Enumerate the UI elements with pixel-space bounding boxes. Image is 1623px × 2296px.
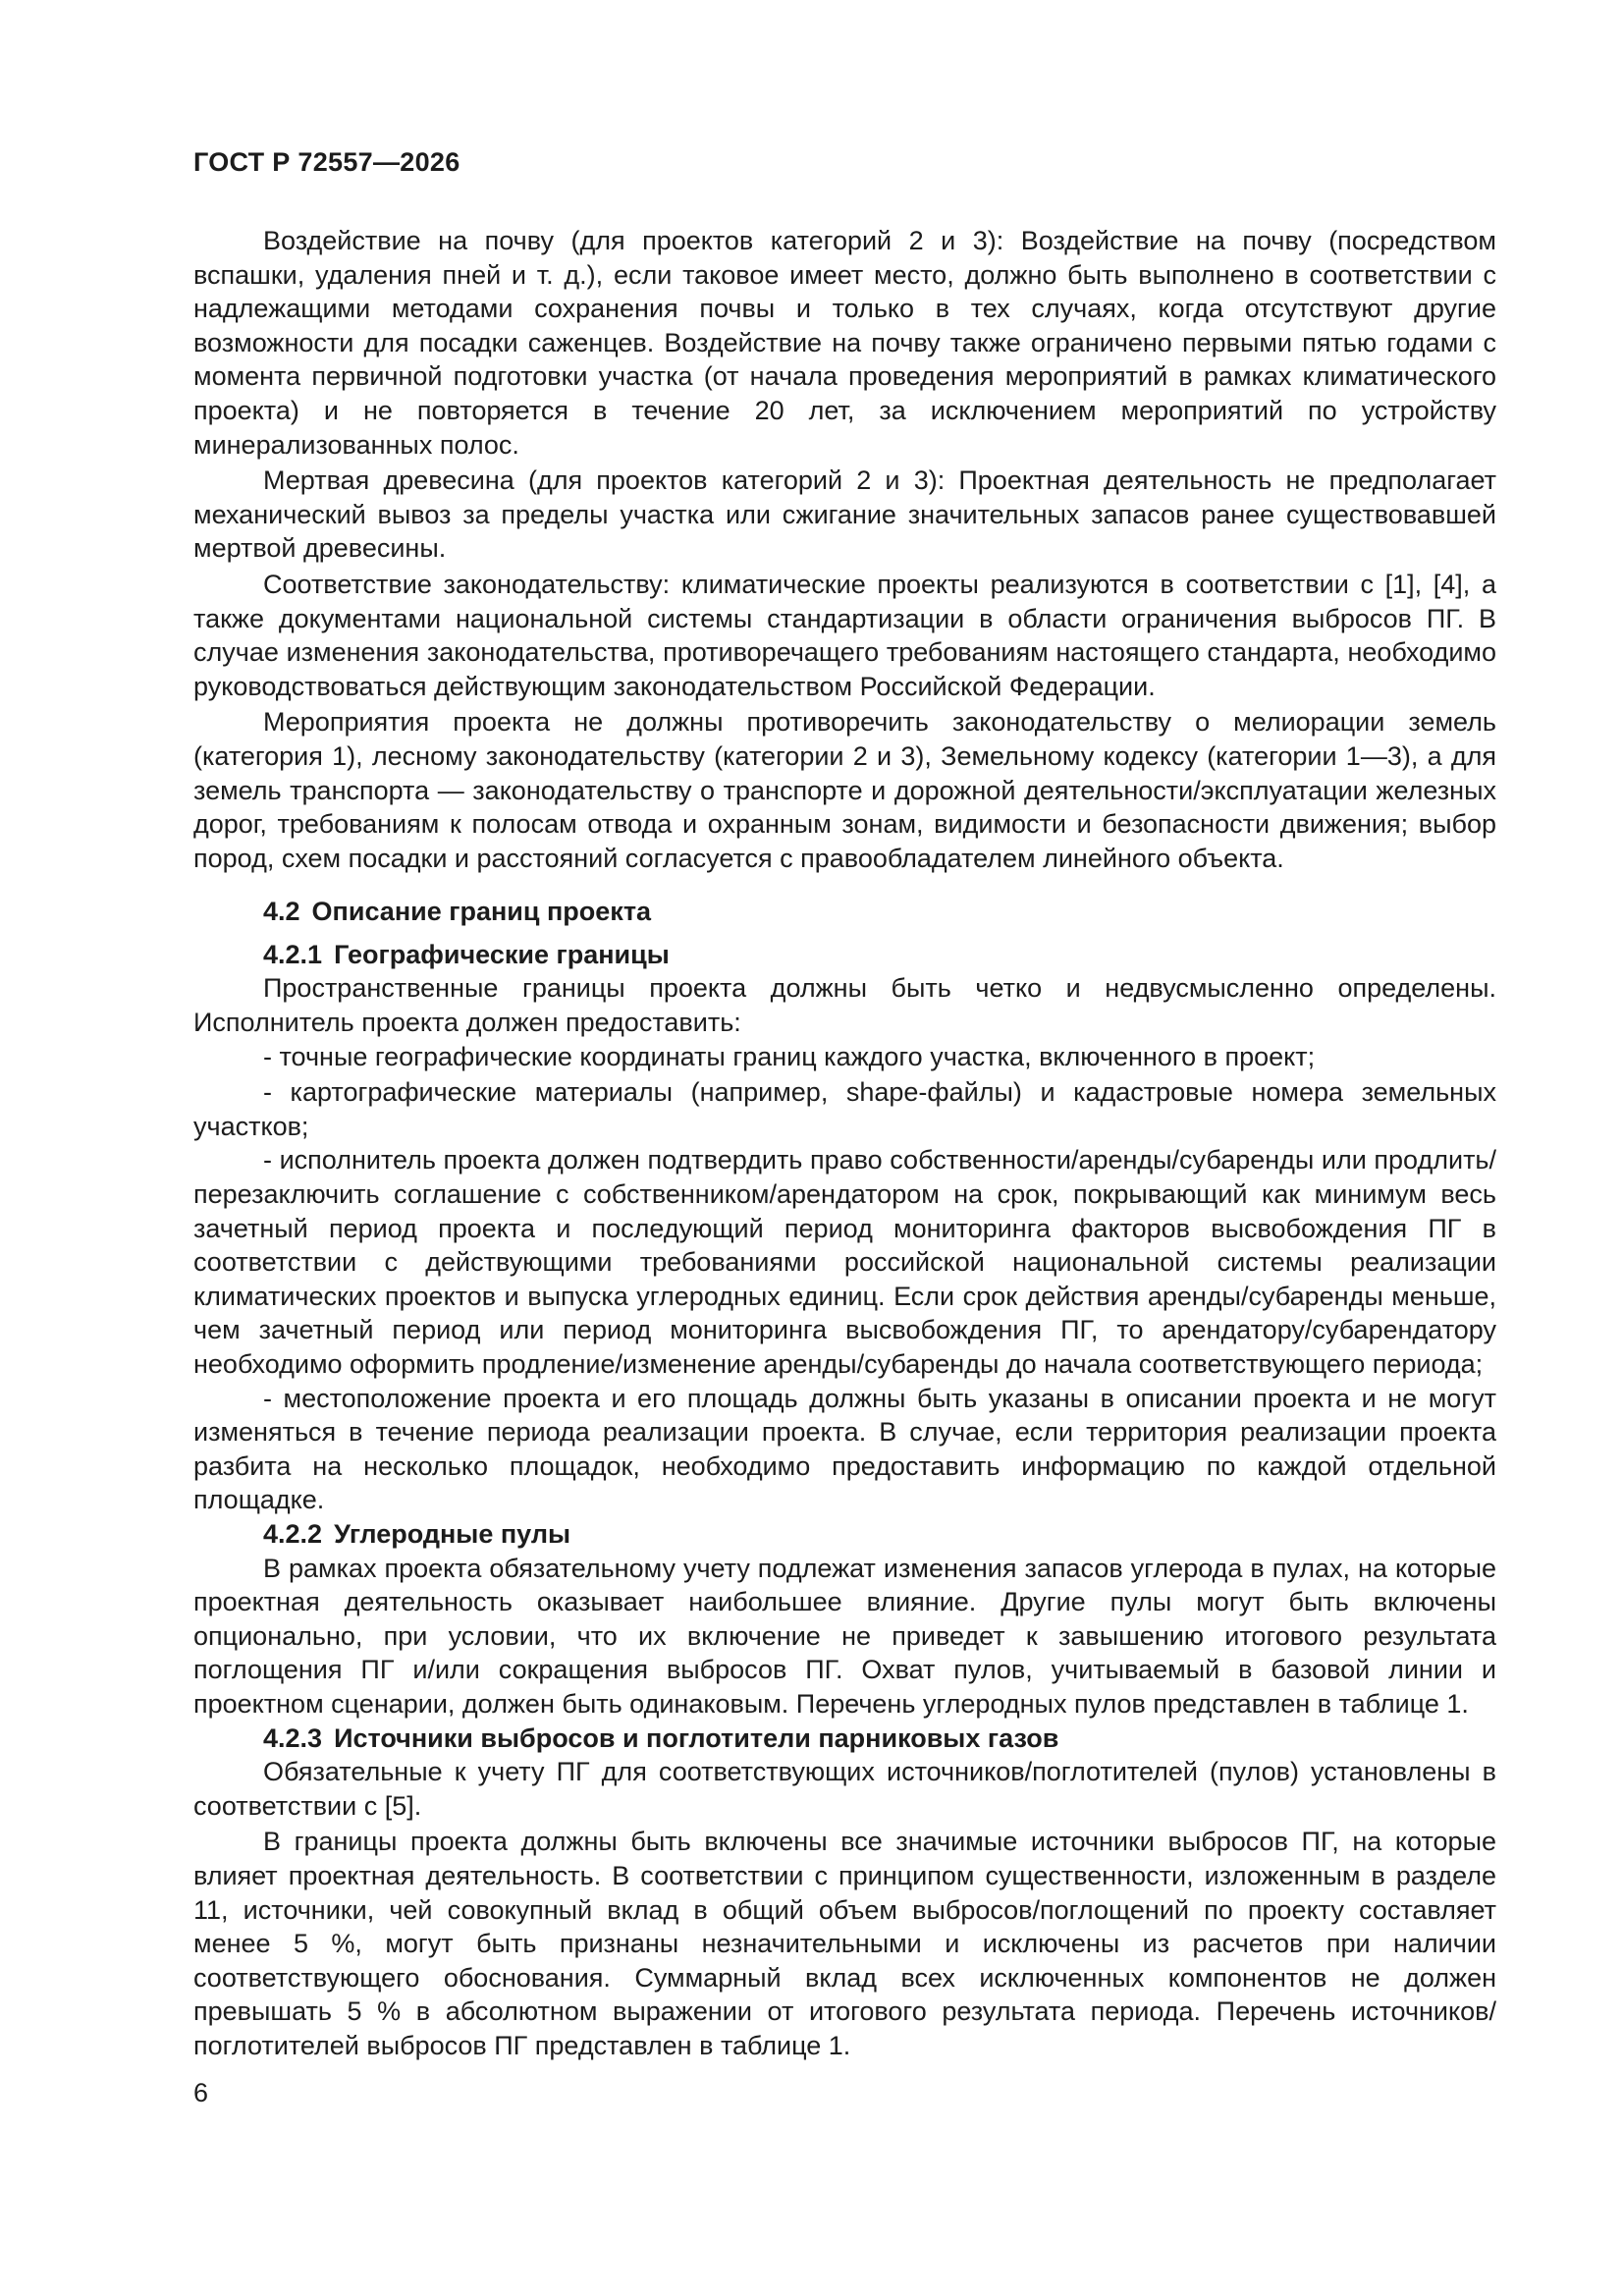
paragraph-carbon-pools: В рамках проекта обязательному учету подлежат изменения запасов углерода в пулах, на которые проектная деятельность оказывает наибольшее влияние. Другие пулы могут быть включены опционально, при условии, что их включение не приведет к завышению итогового результата поглощения ПГ и/или сокращения выбросов ПГ. Охват пулов, учитываемый в базовой линии и проектном сценарии, должен быть одинаковым. Перечень углеродных пулов представлен в таблице 1. [193, 1553, 1496, 1719]
section-number: 4.2.1 [263, 939, 323, 969]
section-number: 4.2 [263, 897, 300, 927]
section-title: Углеродные пулы [334, 1518, 571, 1549]
page-number: 6 [193, 2078, 209, 2107]
standard-code-header: ГОСТ Р 72557—2026 [193, 147, 460, 177]
section-heading-4-2-1 [193, 938, 1496, 972]
section-heading-4-2-3 [193, 1722, 1496, 1756]
section-heading-4-2 [193, 895, 1496, 929]
bullet-item: - точные географические координаты границ каждого участка, включенного в проект; [263, 1041, 1316, 1071]
paragraph-soil-impact: Воздействие на почву (для проектов категорий 2 и 3): Воздействие на почву (посредством вспашки, удаления пней и т. д.), если таковое имеет место, должно быть выполнено в соответствии с надлежащими методами сохранения почвы и только в тех случаях, когда отсутствуют другие возможности для посадки саженцев. Воздействие на почву также ограничено первыми пятью годами с момента первичной подготовки участка (от начала проведения мероприятий в рамках климатического проекта) и не повторяется в течение 20 лет, за исключением мероприятий по устройству минерализованных полос. [193, 226, 1496, 460]
paragraph-legislation: Соответствие законодательству: климатические проекты реализуются в соответствии с [1], [4], а также документами национальной системы стандартизации в области ограничения выбросов ПГ. В случае изменения законодательства, противоречащего требованиям настоящего стандарта, необходимо руководствоваться действующим законодательством Российской Федерации. [193, 569, 1496, 701]
section-heading-4-2-2 [193, 1517, 1496, 1552]
bullet-item: - местоположение проекта и его площадь должны быть указаны в описании проекта и не могут изменяться в течение периода реализации проекта. В случае, если территория реализации проекта разбита на несколько площадок, необходимо предоставить информацию по каждой отдельной площадке. [193, 1383, 1496, 1515]
bullet-item: - картографические материалы (например, shape-файлы) и кадастровые номера земельных участков; [193, 1077, 1496, 1141]
paragraph-mandatory-ghg: Обязательные к учету ПГ для соответствующих источников/поглотителей (пулов) установлены в соответствии с [5]. [193, 1757, 1496, 1821]
section-number: 4.2.3 [263, 1722, 323, 1753]
document-body [193, 224, 1496, 2062]
paragraph-geographic-intro: Пространственные границы проекта должны быть четко и недвусмысленно определены. Исполнитель проекта должен предоставить: [193, 973, 1496, 1038]
bullet-item: - исполнитель проекта должен подтвердить право собственности/аренды/субаренды или продлить/перезаключить соглашение с собственником/арендатором на срок, покрывающий как минимум весь зачетный период проекта и последующий период мониторинга факторов высвобождения ПГ в соответствии с действующими требованиями российской национальной системы реализации климатических проектов и выпуска углеродных единиц. Если срок действия аренды/субаренды меньше, чем зачетный период или период мониторинга высвобождения ПГ, то арендатору/субарендатору необходимо оформить продление/изменение аренды/субаренды до начала соответствующего периода; [193, 1145, 1496, 1379]
section-title: Географические границы [334, 939, 670, 969]
paragraph-significant-sources: В границы проекта должны быть включены все значимые источники выбросов ПГ, на которые влияет проектная деятельность. В соответствии с принципом существенности, изложенным в разделе 11, источники, чей совокупный вклад в общий объем выбросов/поглощений по проекту составляет менее 5 %, могут быть признаны незначительными и исключены из расчетов при наличии соответствующего обоснования. Суммарный вклад всех исключенных компонентов не должен превышать 5 % в абсолютном выражении от итогового результата периода. Перечень источников/поглотителей выбросов ПГ представлен в таблице 1. [193, 1827, 1496, 2060]
section-title: Описание границ проекта [311, 897, 652, 927]
section-title: Источники выбросов и поглотители парниковых газов [334, 1722, 1059, 1753]
section-number: 4.2.2 [263, 1518, 323, 1549]
paragraph-project-activities: Мероприятия проекта не должны противоречить законодательству о мелиорации земель (категория 1), лесному законодательству (категории 2 и 3), Земельному кодексу (категории 1—3), а для земель транспорта — законодательству о транспорте и дорожной деятельности/эксплуатации железных дорог, требованиям к полосам отвода и охранным зонам, видимости и безопасности движения; выбор пород, схем посадки и расстояний согласуется с правообладателем линейного объекта. [193, 707, 1496, 873]
paragraph-dead-wood: Мертвая древесина (для проектов категорий 2 и 3): Проектная деятельность не предполагает механический вывоз за пределы участка или сжигание значительных запасов ранее существовавшей мертвой древесины. [193, 465, 1496, 564]
